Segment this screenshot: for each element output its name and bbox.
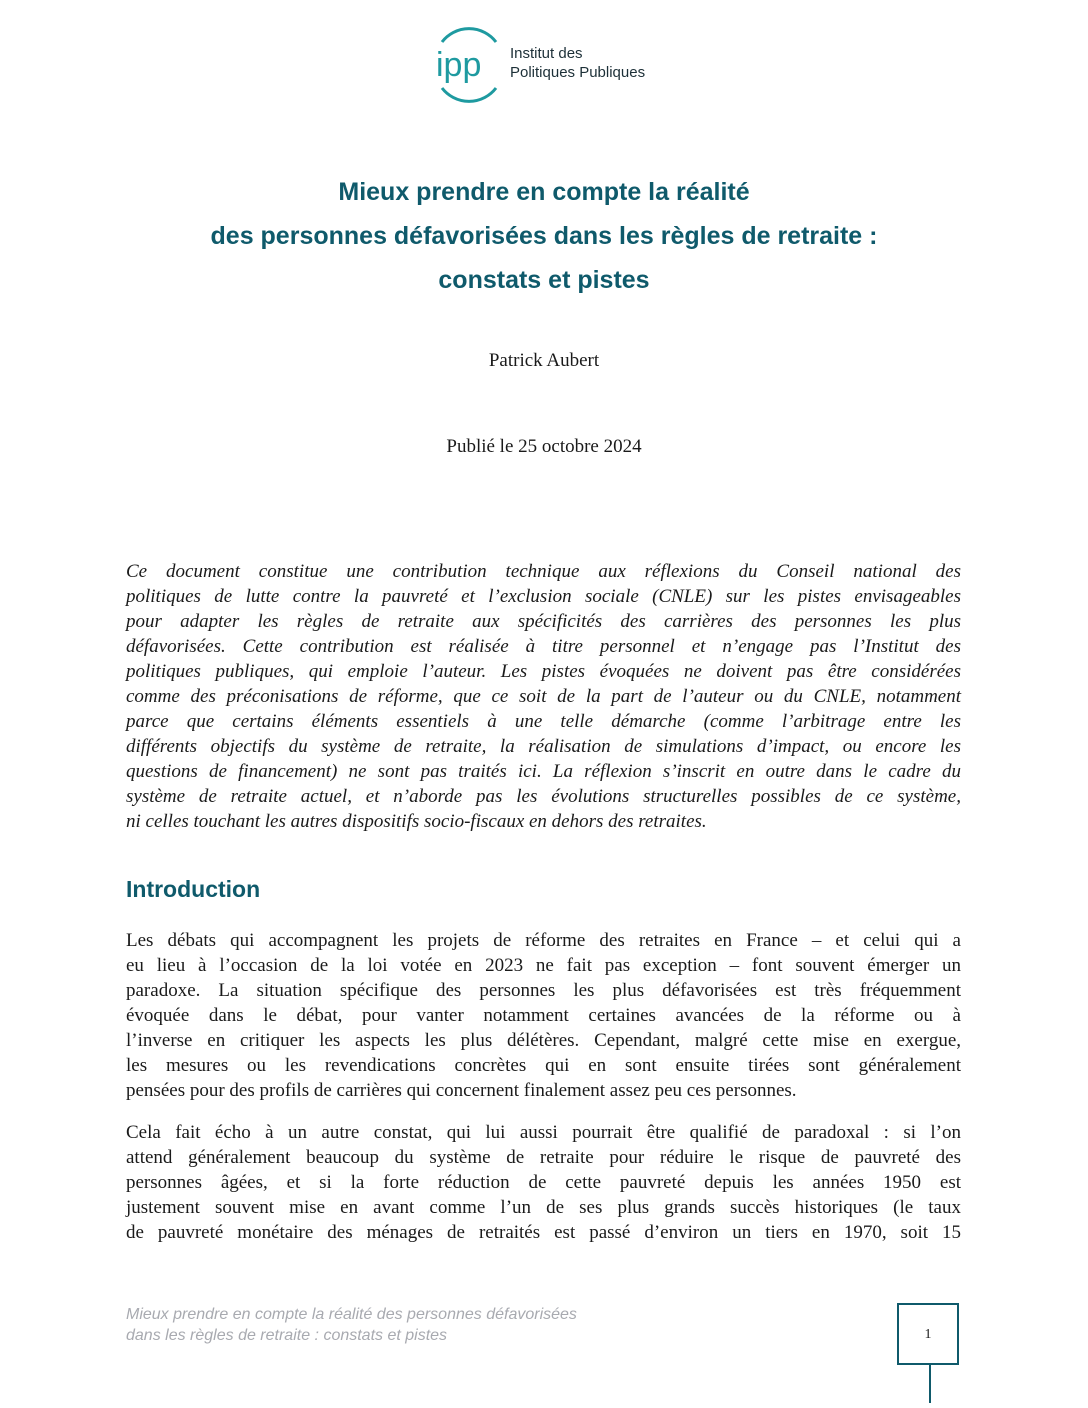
title-line: des personnes défavorisées dans les règles de retraite : <box>210 222 878 250</box>
title-line: constats et pistes <box>438 266 650 294</box>
logo-text <box>510 44 645 82</box>
ipp-logo <box>434 24 674 106</box>
document-title <box>0 170 1088 302</box>
paragraph-line: Les débats qui accompagnent les projets de réforme des retraites en France – et celui qui a <box>126 930 961 951</box>
title-line: Mieux prendre en compte la réalité <box>338 178 750 206</box>
paragraph-2 <box>126 1120 961 1245</box>
paragraph-line: les mesures ou les revendications concrètes qui en sont ensuite tirées sont généralement <box>126 1055 961 1076</box>
page-number-rule <box>929 1365 931 1403</box>
abstract-line: Ce document constitue une contribution technique aux réflexions du Conseil national des <box>126 561 961 582</box>
paragraph-line: Cela fait écho à un autre constat, qui lui aussi pourrait être qualifié de paradoxal : si l’on <box>126 1122 961 1143</box>
page-number-box <box>897 1303 959 1365</box>
section-heading: Introduction <box>126 876 261 902</box>
abstract-line: comme des préconisations de réforme, que ce soit de la part de l’auteur ou du CNLE, notamment <box>126 686 961 707</box>
abstract <box>126 559 961 834</box>
page-footer <box>126 1304 577 1346</box>
publication-date: Publié le 25 octobre 2024 <box>446 436 642 457</box>
paragraph-line: pensées pour des profils de carrières qui concernent finalement assez peu ces personnes. <box>126 1080 797 1101</box>
logo-line-1: Institut des <box>510 45 583 62</box>
footer-line: Mieux prendre en compte la réalité des personnes défavorisées <box>126 1306 577 1323</box>
abstract-line: questions de financement) ne sont pas traités ici. La réflexion s’inscrit en outre dans le cadre du <box>126 761 961 782</box>
abstract-line: défavorisées. Cette contribution est réalisée à titre personnel et n’engage pas l’Institut des <box>126 636 961 657</box>
paragraph-1 <box>126 928 961 1103</box>
ipp-logo-ring <box>434 24 504 106</box>
paragraph-line: paradoxe. La situation spécifique des personnes les plus défavorisées est très fréquemment <box>126 980 961 1001</box>
paragraph-line: évoquée dans le débat, pour vanter notamment certaines avancées de la réforme ou à <box>126 1005 961 1026</box>
paragraph-line: justement souvent mise en avant comme l’un de ses plus grands succès historiques (le taux <box>126 1197 961 1218</box>
footer-line: dans les règles de retraite : constats et pistes <box>126 1327 448 1344</box>
abstract-line: pour adapter les règles de retraite aux spécificités des carrières des personnes les plus <box>126 611 961 632</box>
abstract-line: politiques publiques, qui emploie l’auteur. Les pistes évoquées ne doivent pas être considérées <box>126 661 961 682</box>
paragraph-line: l’inverse en critiquer les aspects les plus délétères. Cependant, malgré cette mise en exergue, <box>126 1030 961 1051</box>
abstract-line: système de retraite actuel, et n’aborde pas les évolutions structurelles possibles de ce système, <box>126 786 961 807</box>
paragraph-line: attend généralement beaucoup du système de retraite pour réduire le risque de pauvreté des <box>126 1147 961 1168</box>
logo-line-2: Politiques Publiques <box>510 64 646 81</box>
abstract-line: ni celles touchant les autres dispositifs socio-fiscaux en dehors des retraites. <box>126 811 707 832</box>
paragraph-line: personnes âgées, et si la forte réduction de cette pauvreté depuis les années 1950 est <box>126 1172 961 1193</box>
ipp-logo-abbrev: ipp <box>436 46 482 84</box>
author: Patrick Aubert <box>488 350 600 371</box>
abstract-line: politiques de lutte contre la pauvreté et l’exclusion sociale (CNLE) sur les pistes envisageables <box>126 586 961 607</box>
abstract-line: parce que certains éléments essentiels à une telle démarche (comme l’arbitrage entre les <box>126 711 961 732</box>
paragraph-line: de pauvreté monétaire des ménages de retraités est passé d’environ un tiers en 1970, soit 15 <box>126 1222 961 1243</box>
page-number: 1 <box>924 1327 932 1342</box>
paragraph-line: eu lieu à l’occasion de la loi votée en 2023 ne fait pas exception – font souvent émerger un <box>126 955 961 976</box>
abstract-line: différents objectifs du système de retraite, la réalisation de simulations d’impact, ou encore les <box>126 736 961 757</box>
